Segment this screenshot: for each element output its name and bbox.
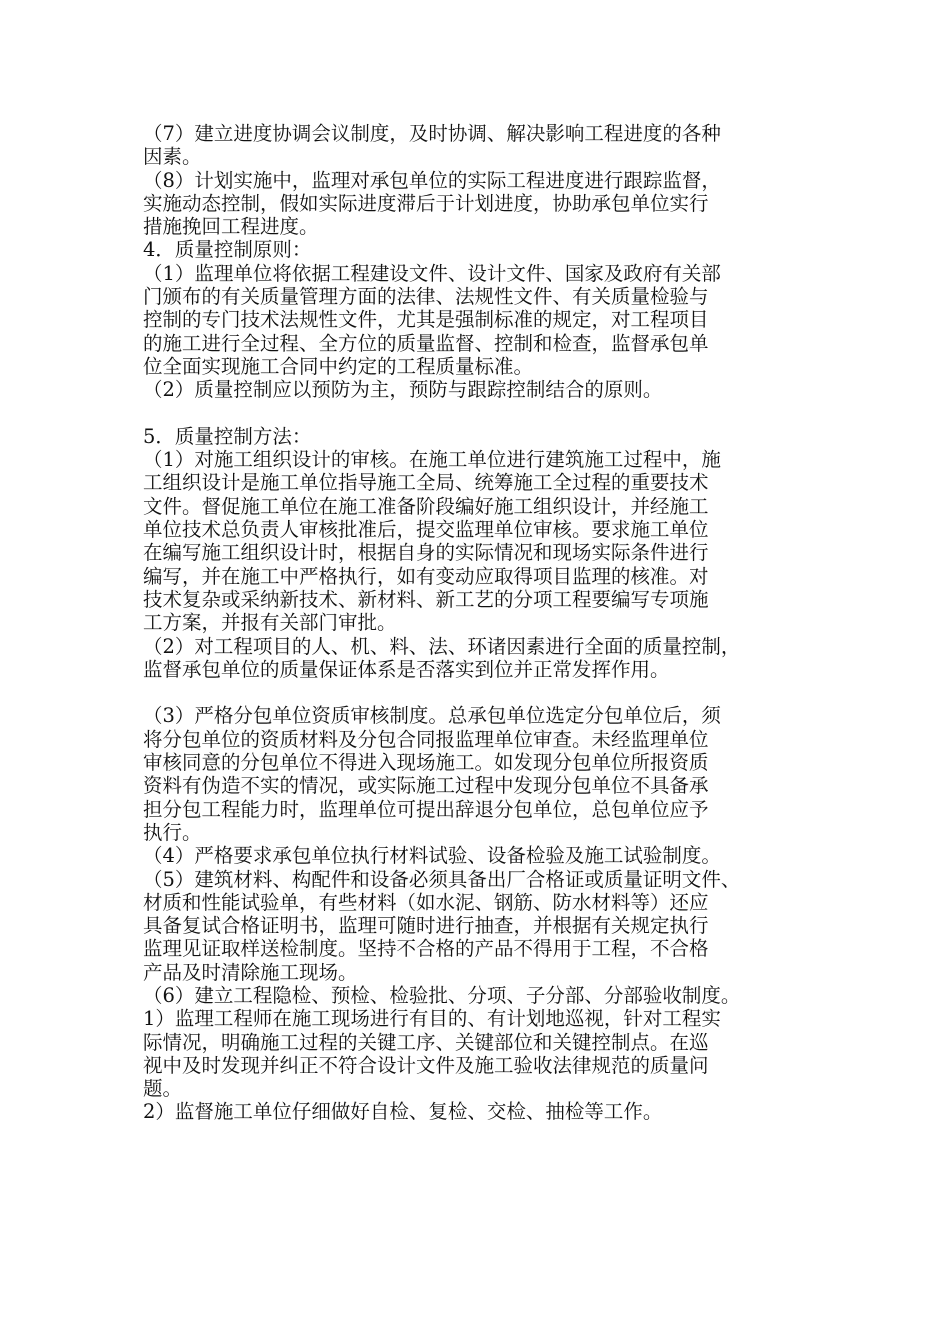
text-line: 视中及时发现并纠正不符合设计文件及施工验收法律规范的质量问 — [143, 1053, 709, 1077]
text-line: （1）监理单位将依据工程建设文件、设计文件、国家及政府有关部 — [143, 261, 721, 285]
section-heading: 4．质量控制原则： — [143, 238, 312, 262]
text-line: 监督承包单位的质量保证体系是否落实到位并正常发挥作用。 — [143, 657, 670, 681]
text-line: 资料有伪造不实的情况，或实际施工过程中发现分包单位不具备承 — [143, 774, 709, 798]
text-line: 控制的专门技术法规性文件，尤其是强制标准的规定，对工程项目 — [143, 308, 709, 332]
text-line: 材质和性能试验单，有些材料（如水泥、钢筋、防水材料等）还应 — [143, 890, 709, 914]
text-line: 1）监理工程师在施工现场进行有目的、有计划地巡视，针对工程实 — [143, 1007, 721, 1031]
blank-line — [143, 681, 823, 704]
text-line: 单位技术总负责人审核批准后，提交监理单位审核。要求施工单位 — [143, 518, 709, 542]
paragraph-method-5 — [143, 868, 823, 984]
text-line: （7）建立进度协调会议制度，及时协调、解决影响工程进度的各种 — [143, 122, 721, 145]
text-line: （2）质量控制应以预防为主，预防与跟踪控制结合的原则。 — [143, 378, 663, 402]
text-line: 文件。督促施工单位在施工准备阶段编好施工组织设计，并经施工 — [143, 494, 709, 518]
section-heading-quality-methods — [143, 425, 823, 448]
text-line: 2）监督施工单位仔细做好自检、复检、交检、抽检等工作。 — [143, 1100, 663, 1124]
text-line: 位全面实现施工合同中约定的工程质量标准。 — [143, 354, 534, 378]
section-heading: 5．质量控制方法： — [143, 424, 312, 448]
paragraph-method-6 — [143, 984, 823, 1007]
paragraph-principle-2 — [143, 378, 823, 401]
text-line: 技术复杂或采纳新技术、新材料、新工艺的分项工程要编写专项施 — [143, 587, 709, 611]
text-line: 工组织设计是施工单位指导施工全局、统筹施工全过程的重要技术 — [143, 471, 709, 495]
text-line: 担分包工程能力时，监理单位可提出辞退分包单位，总包单位应予 — [143, 797, 709, 821]
paragraph-method-4 — [143, 844, 823, 867]
paragraph-item-7 — [143, 122, 823, 169]
text-line: 工方案，并报有关部门审批。 — [143, 611, 397, 635]
section-heading-quality-principles — [143, 238, 823, 261]
blank-line — [143, 402, 823, 425]
text-line: （5）建筑材料、构配件和设备必须具备出厂合格证或质量证明文件、 — [143, 867, 741, 891]
text-line: 实施动态控制，假如实际进度滞后于计划进度，协助承包单位实行 — [143, 191, 709, 215]
text-line: 编写，并在施工中严格执行，如有变动应取得项目监理的核准。对 — [143, 564, 709, 588]
paragraph-method-2 — [143, 635, 823, 682]
text-line: 将分包单位的资质材料及分包合同报监理单位审查。未经监理单位 — [143, 727, 709, 751]
text-line: （2）对工程项目的人、机、料、法、环诸因素进行全面的质量控制， — [143, 634, 741, 658]
text-line: 门颁布的有关质量管理方面的法律、法规性文件、有关质量检验与 — [143, 285, 709, 309]
text-line: 执行。 — [143, 820, 202, 844]
paragraph-method-1 — [143, 448, 823, 634]
text-line: 在编写施工组织设计时，根据自身的实际情况和现场实际条件进行 — [143, 541, 709, 565]
text-line: 题。 — [143, 1077, 183, 1101]
paragraph-substep-2 — [143, 1100, 823, 1123]
text-line: 际情况，明确施工过程的关键工序、关键部位和关键控制点。在巡 — [143, 1030, 709, 1054]
paragraph-substep-1 — [143, 1007, 823, 1100]
text-line: 具备复试合格证明书，监理可随时进行抽查，并根据有关规定执行 — [143, 914, 709, 938]
paragraph-item-8 — [143, 169, 823, 239]
document-body — [143, 122, 823, 1124]
text-line: （1）对施工组织设计的审核。在施工单位进行建筑施工过程中，施 — [143, 448, 721, 472]
text-line: 因素。 — [143, 145, 202, 169]
text-line: （3）严格分包单位资质审核制度。总承包单位选定分包单位后，须 — [143, 704, 721, 728]
text-line: 审核同意的分包单位不得进入现场施工。如发现分包单位所报资质 — [143, 751, 709, 775]
text-line: 措施挽回工程进度。 — [143, 215, 319, 239]
text-line: 产品及时清除施工现场。 — [143, 960, 358, 984]
paragraph-principle-1 — [143, 262, 823, 378]
text-line: （4）严格要求承包单位执行材料试验、设备检验及施工试验制度。 — [143, 844, 721, 868]
paragraph-method-3 — [143, 704, 823, 844]
text-line: 监理见证取样送检制度。坚持不合格的产品不得用于工程，不合格 — [143, 937, 709, 961]
text-line: （6）建立工程隐检、预检、检验批、分项、子分部、分部验收制度。 — [143, 983, 741, 1007]
text-line: （8）计划实施中，监理对承包单位的实际工程进度进行跟踪监督， — [143, 168, 721, 192]
text-line: 的施工进行全过程、全方位的质量监督、控制和检查，监督承包单 — [143, 331, 709, 355]
